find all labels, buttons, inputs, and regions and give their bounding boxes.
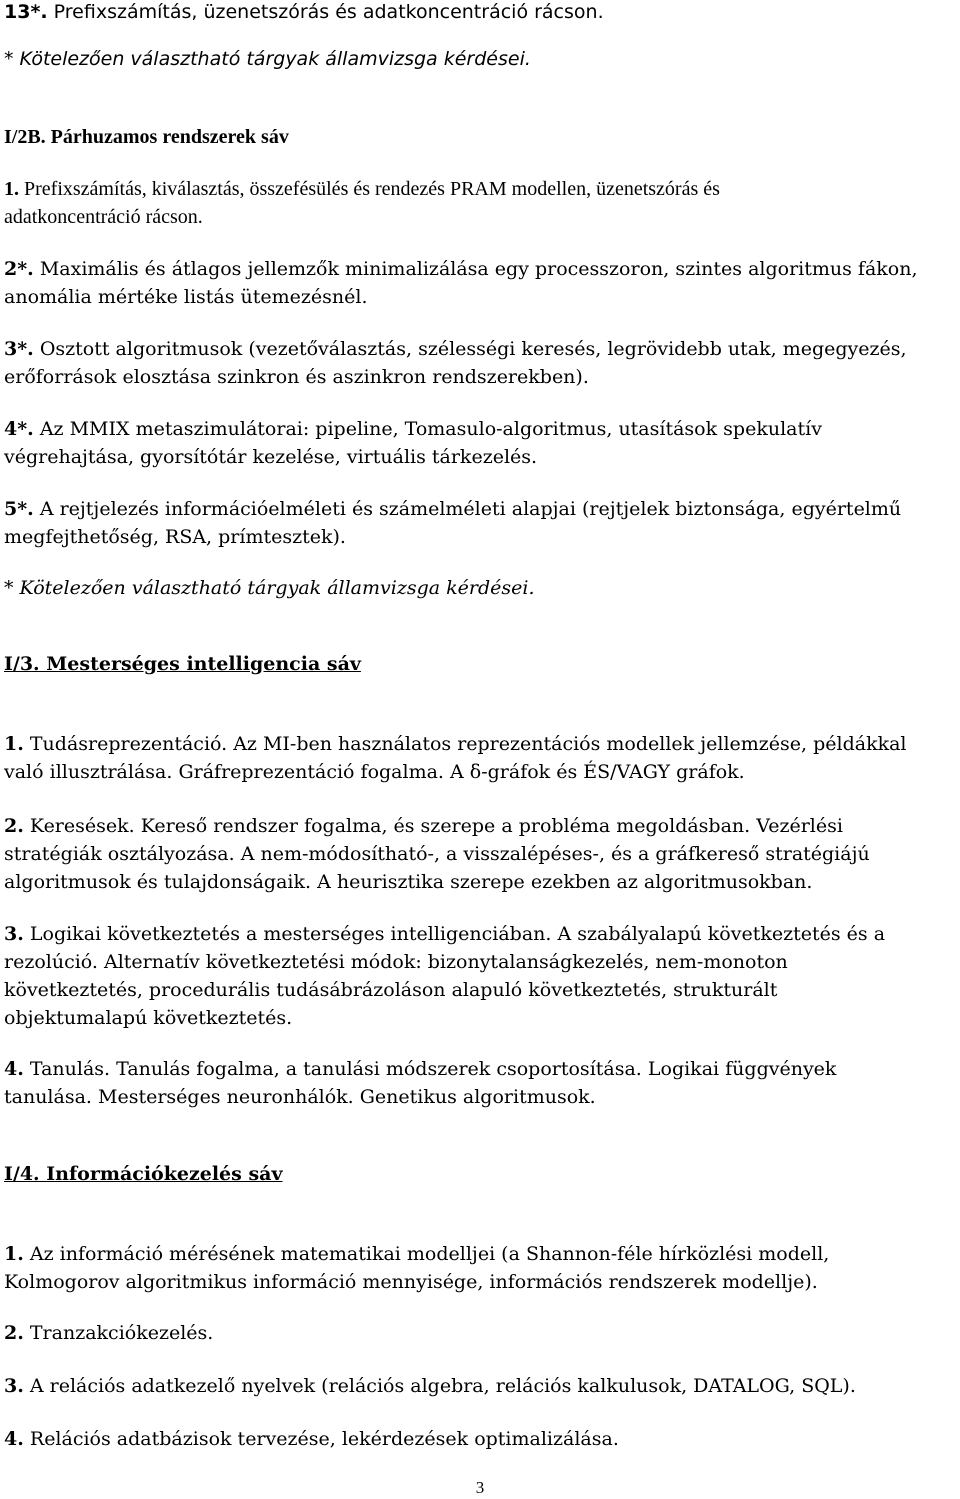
section-heading-ai: I/3. Mesterséges intelligencia sáv (4, 653, 361, 675)
ai-question-4-line-2: tanulása. Mesterséges neuronhálók. Genetikus algoritmusok. (4, 1086, 596, 1108)
item-number: 3. (4, 923, 24, 945)
item-number: 5*. (4, 498, 34, 520)
info-question-4 (4, 1427, 619, 1451)
page-number: 3 (475, 1478, 485, 1497)
item-number: 1. (4, 1243, 24, 1265)
question-4-line-1 (4, 417, 822, 441)
ai-question-2-line-2: stratégiák osztályozása. A nem-módosítható-, a visszalépéses-, és a gráfkereső stratégiájú (4, 843, 870, 865)
ai-question-1-line-2: való illusztrálása. Gráfreprezentáció fogalma. A δ-gráfok és ÉS/VAGY gráfok. (4, 761, 745, 783)
item-number: 3. (4, 1375, 24, 1397)
item-text: Prefixszámítás, kiválasztás, összefésülés és rendezés PRAM modellen, üzenetszórás és (19, 178, 720, 200)
info-question-2 (4, 1321, 213, 1345)
item-text: Tranzakciókezelés. (23, 1322, 214, 1344)
question-3-line-2: erőforrások elosztása szinkron és aszinkron rendszerekben). (4, 366, 589, 388)
item-text: Tanulás. Tanulás fogalma, a tanulási módszerek csoportosítása. Logikai függvények (23, 1058, 837, 1080)
ai-question-2-line-1 (4, 814, 843, 838)
ai-question-2-line-3: algoritmusok és tulajdonságaik. A heurisztika szerepe ezekben az algoritmusokban. (4, 871, 813, 893)
info-question-3 (4, 1374, 856, 1398)
item-13 (4, 0, 604, 24)
section-heading-parallel: I/2B. Párhuzamos rendszerek sáv (4, 126, 289, 148)
item-text: Az információ mérésének matematikai modelljei (a Shannon-féle hírközlési modell, (23, 1243, 830, 1265)
ai-question-3-line-2: rezolúció. Alternatív következtetési módok: bizonytalanságkezelés, nem-monoton (4, 951, 788, 973)
ai-question-1-line-1 (4, 732, 907, 756)
question-1-line-1 (4, 177, 720, 201)
item-text: Tudásreprezentáció. Az MI-ben használatos reprezentációs modellek jellemzése, példákkal (23, 733, 907, 755)
question-4-line-2: végrehajtása, gyorsítótár kezelése, virtuális tárkezelés. (4, 446, 538, 468)
elective-note: * Kötelezően választható tárgyak államvizsga kérdései. (4, 577, 535, 599)
item-text: Az MMIX metaszimulátorai: pipeline, Tomasulo-algoritmus, utasítások spekulatív (33, 418, 822, 440)
question-2-line-1 (4, 257, 918, 281)
ai-question-3-line-4: objektumalapú következtetés. (4, 1007, 293, 1029)
item-number: 4. (4, 1058, 24, 1080)
info-question-1-line-1 (4, 1242, 829, 1266)
question-5-line-2: megfejthetőség, RSA, prímtesztek). (4, 526, 346, 548)
item-number: 2. (4, 1322, 24, 1344)
question-5-line-1 (4, 497, 901, 521)
ai-question-3-line-1 (4, 922, 885, 946)
ai-question-4-line-1 (4, 1057, 836, 1081)
item-text: A rejtjelezés információelméleti és számelméleti alapjai (rejtjelek biztonsága, egyértelmű (33, 498, 902, 520)
item-number: 4. (4, 1428, 24, 1450)
info-question-1-line-2: Kolmogorov algoritmikus információ mennyisége, információs rendszerek modellje). (4, 1271, 818, 1293)
item-number: 4*. (4, 418, 34, 440)
section-heading-information: I/4. Információkezelés sáv (4, 1163, 283, 1185)
elective-note: * Kötelezően választható tárgyak államvizsga kérdései. (4, 48, 531, 70)
item-number: 2. (4, 815, 24, 837)
item-text: Maximális és átlagos jellemzők minimalizálása egy processzoron, szintes algoritmus fákon, (33, 258, 918, 280)
item-text: A relációs adatkezelő nyelvek (relációs algebra, relációs kalkulusok, DATALOG, SQL). (23, 1375, 856, 1397)
item-number: 2*. (4, 258, 34, 280)
ai-question-3-line-3: következtetés, procedurális tudásábrázoláson alapuló következtetés, strukturált (4, 979, 778, 1001)
item-text: Relációs adatbázisok tervezése, lekérdezések optimalizálása. (23, 1428, 619, 1450)
question-2-line-2: anomália mértéke listás ütemezésnél. (4, 286, 368, 308)
item-text: Logikai következtetés a mesterséges intelligenciában. A szabályalapú következtetés és a (23, 923, 886, 945)
item-text: Osztott algoritmusok (vezetőválasztás, szélességi keresés, legrövidebb utak, megegyezés, (33, 338, 907, 360)
question-3-line-1 (4, 337, 907, 361)
item-text: Keresések. Kereső rendszer fogalma, és szerepe a probléma megoldásban. Vezérlési (23, 815, 843, 837)
item-text: Prefixszámítás, üzenetszórás és adatkoncentráció rácson. (47, 1, 604, 23)
item-number: 13*. (4, 1, 48, 23)
question-1-line-2: adatkoncentráció rácson. (4, 206, 203, 228)
item-number: 3*. (4, 338, 34, 360)
item-number: 1. (4, 733, 24, 755)
item-number: 1. (4, 178, 19, 200)
